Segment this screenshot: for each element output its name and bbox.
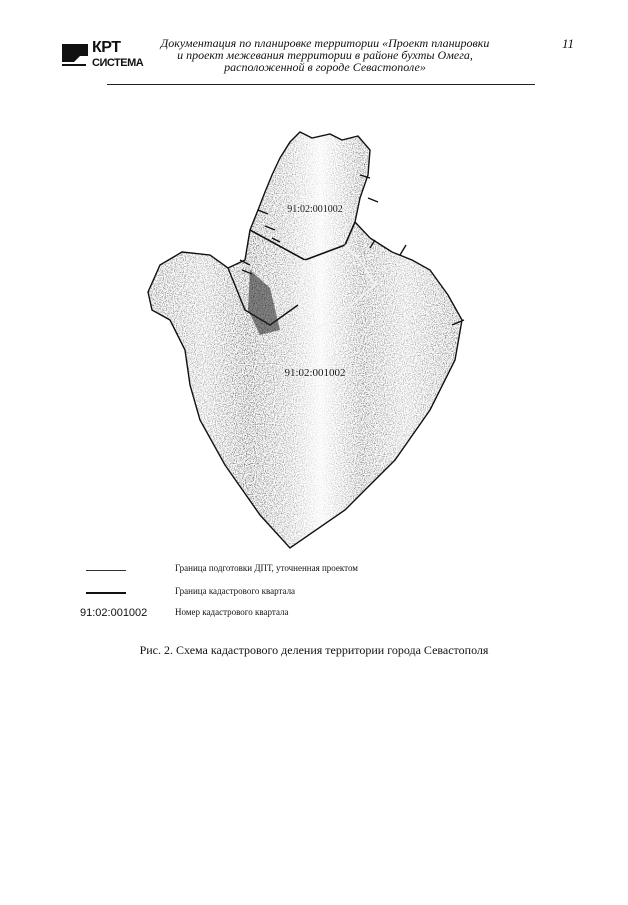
legend-item-quarter-number [80,607,480,623]
map-label-main: 91:02:001002 [284,367,346,379]
title-line-1: Документация по планировке территории «Проект планировки [160,36,490,50]
logo-text-line1: КРТ [92,39,121,56]
figure-caption: Рис. 2. Схема кадастрового деления территории города Севастополя [139,643,489,657]
page-number: 11 [562,36,575,51]
header-divider [107,84,535,85]
legend-text: Номер кадастрового квартала [175,607,289,617]
document-title [135,37,515,73]
cadastral-map [130,120,480,560]
map-label-upper: 91:02:001002 [287,204,343,215]
legend-text: Граница кадастрового квартала [175,586,296,596]
legend-thick-line-icon [86,592,126,594]
territory-shape [148,132,462,548]
legend-item-dpt-boundary [80,563,480,579]
legend-item-cadastral-boundary [80,586,480,602]
logo-text-line2: СИСТЕМА [92,57,144,69]
legend-thin-line-icon [86,570,126,571]
title-line-3: расположенной в городе Севастополе» [224,60,426,74]
title-line-2: и проект межевания территории в районе бухты Омега, [177,48,473,62]
legend-text: Граница подготовки ДПТ, уточненная проектом [175,563,358,573]
logo-mark-icon [60,42,90,68]
legend-code: 91:02:001002 [80,607,148,619]
